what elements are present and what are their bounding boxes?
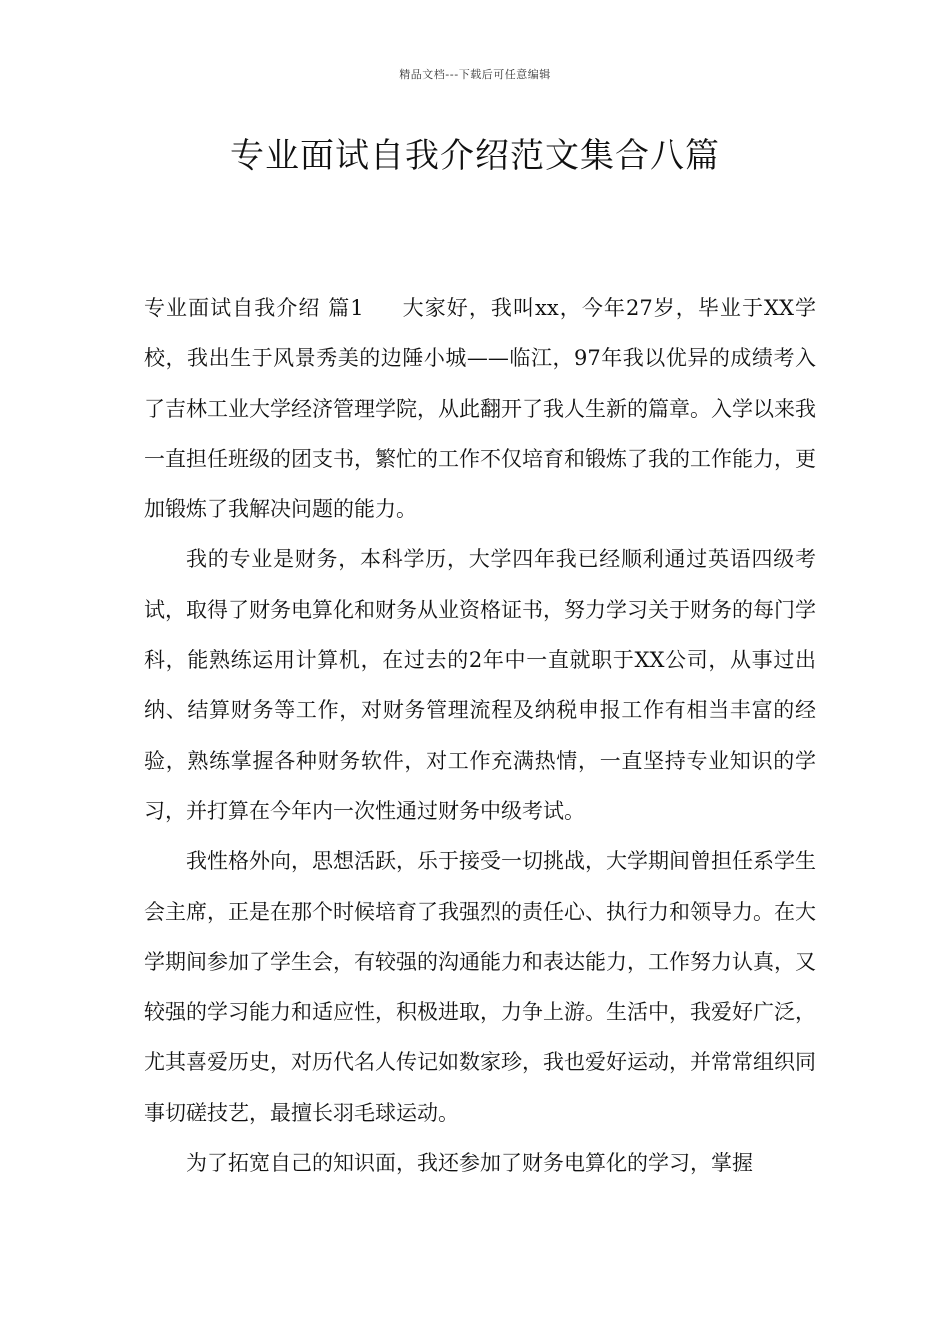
page-header-note: 精品文档---下载后可任意编辑	[399, 68, 551, 81]
paragraph-1-text: 大家好，我叫xx，今年27岁，毕业于XX学校，我出生于风景秀美的边陲小城——临江，97年我以优异的成绩考入了吉林工业大学经济管理学院，从此翻开了我人生新的篇章。入学以来我一直担任班级的团支书，繁忙的工作不仅培育和锻炼了我的工作能力，更加锻炼了我解决问题的能力。	[144, 296, 816, 522]
paragraph-2: 我的专业是财务，本科学历，大学四年我已经顺利通过英语四级考试，取得了财务电算化和财务从业资格证书，努力学习关于财务的每门学科，能熟练运用计算机，在过去的2年中一直就职于XX公司，从事过出纳、结算财务等工作，对财务管理流程及纳税申报工作有相当丰富的经验，熟练掌握各种财务软件，对工作充满热情，一直坚持专业知识的学习，并打算在今年内一次性通过财务中级考试。	[144, 547, 816, 823]
paragraph-3: 我性格外向，思想活跃，乐于接受一切挑战，大学期间曾担任系学生会主席，正是在那个时候培育了我强烈的责任心、执行力和领导力。在大学期间参加了学生会，有较强的沟通能力和表达能力，工作努力认真，又较强的学习能力和适应性，积极进取，力争上游。生活中，我爱好广泛，尤其喜爱历史，对历代名人传记如数家珍，我也爱好运动，并常常组织同事切磋技艺，最擅长羽毛球运动。	[144, 849, 816, 1125]
document-title: 专业面试自我介绍范文集合八篇	[230, 136, 720, 176]
paragraph-1	[144, 283, 816, 534]
paragraph-4: 为了拓宽自己的知识面，我还参加了财务电算化的学习，掌握	[186, 1151, 753, 1176]
section-label: 专业面试自我介绍 篇1	[144, 296, 364, 320]
document-body	[144, 283, 816, 1188]
